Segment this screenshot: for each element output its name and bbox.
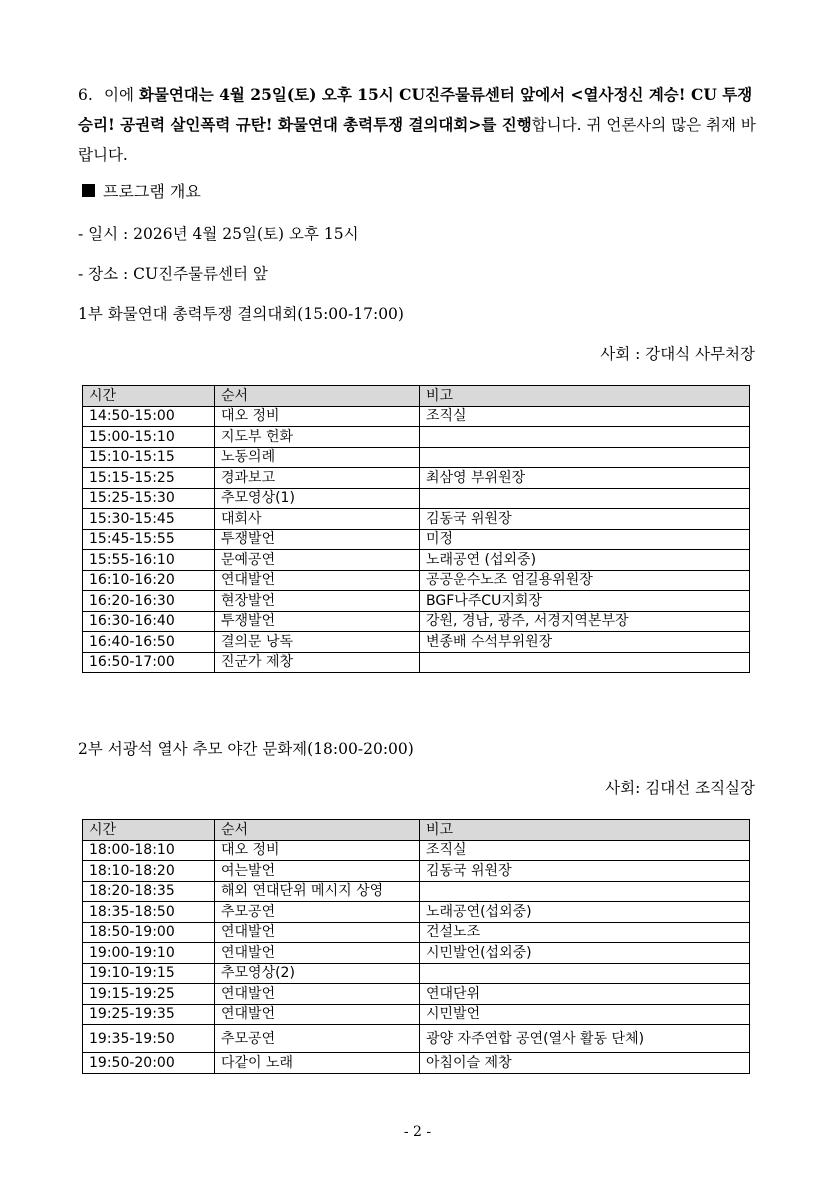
- item-text-bold: 화물연대는 4월 25일(토) 오후 15시 CU진주물류센터 앞에서 <열사정신 계승! CU 투쟁 승리! 공권력 살인폭력 규탄! 화물연대 총력투쟁 결의대회>를 진행: [78, 85, 753, 134]
- cell-time: 16:30-16:40: [83, 611, 215, 632]
- table-row: [83, 468, 750, 489]
- table-row: [83, 611, 750, 632]
- cell-order: 연대발언: [215, 1004, 420, 1025]
- header-order: 순서: [215, 386, 420, 407]
- table-row: [83, 902, 750, 923]
- table-header-row: [83, 820, 750, 841]
- part2-schedule-table: [82, 819, 750, 1074]
- cell-time: 19:15-19:25: [83, 984, 215, 1005]
- cell-order: 경과보고: [215, 468, 420, 489]
- cell-time: 15:00-15:10: [83, 427, 215, 448]
- cell-note: [420, 963, 750, 984]
- cell-time: 16:40-16:50: [83, 632, 215, 653]
- cell-note: 조직실: [420, 406, 750, 427]
- table-row: [83, 591, 750, 612]
- part1-title: 1부 화물연대 총력투쟁 결의대회(15:00-17:00): [78, 305, 404, 323]
- cell-order: 결의문 낭독: [215, 632, 420, 653]
- header-note: 비고: [420, 820, 750, 841]
- table-row: [83, 963, 750, 984]
- cell-note: 연대단위: [420, 984, 750, 1005]
- cell-time: 18:20-18:35: [83, 881, 215, 902]
- cell-time: 18:35-18:50: [83, 902, 215, 923]
- cell-time: 16:10-16:20: [83, 570, 215, 591]
- header-time: 시간: [83, 820, 215, 841]
- cell-note: [420, 488, 750, 509]
- table-row: [83, 406, 750, 427]
- cell-order: 노동의례: [215, 447, 420, 468]
- table-row: [83, 509, 750, 530]
- item-number: 6.: [78, 86, 93, 104]
- cell-order: 연대발언: [215, 570, 420, 591]
- table-row: [83, 1004, 750, 1025]
- cell-order: 추모영상(1): [215, 488, 420, 509]
- table-row: [83, 881, 750, 902]
- cell-time: 19:35-19:50: [83, 1025, 215, 1053]
- table-row: [83, 570, 750, 591]
- table-row: [83, 632, 750, 653]
- cell-order: 대오 정비: [215, 840, 420, 861]
- table-row: [83, 984, 750, 1005]
- table-row: [83, 529, 750, 550]
- cell-order: 문예공연: [215, 550, 420, 571]
- cell-order: 대회사: [215, 509, 420, 530]
- table-row: [83, 550, 750, 571]
- cell-note: [420, 652, 750, 673]
- cell-time: 19:25-19:35: [83, 1004, 215, 1025]
- cell-note: [420, 881, 750, 902]
- cell-note: 김동국 위원장: [420, 509, 750, 530]
- cell-time: 18:10-18:20: [83, 861, 215, 882]
- cell-time: 15:25-15:30: [83, 488, 215, 509]
- cell-note: 시민발언(섭외중): [420, 943, 750, 964]
- table-row: [83, 652, 750, 673]
- part2-title: 2부 서광석 열사 추모 야간 문화제(18:00-20:00): [78, 740, 414, 758]
- item-text-intro: 이에: [104, 86, 139, 104]
- cell-note: 조직실: [420, 840, 750, 861]
- program-overview-heading: [82, 179, 201, 202]
- cell-note: 시민발언: [420, 1004, 750, 1025]
- cell-note: 노래공연 (섭외중): [420, 550, 750, 571]
- cell-order: 연대발언: [215, 922, 420, 943]
- part2-host: 사회: 김대선 조직실장: [605, 779, 755, 797]
- cell-time: 14:50-15:00: [83, 406, 215, 427]
- cell-time: 18:00-18:10: [83, 840, 215, 861]
- cell-order: 현장발언: [215, 591, 420, 612]
- table-row: [83, 1053, 750, 1074]
- cell-order: 투쟁발언: [215, 529, 420, 550]
- cell-note: BGF나주CU지회장: [420, 591, 750, 612]
- table-row: [83, 943, 750, 964]
- cell-note: 건설노조: [420, 922, 750, 943]
- cell-note: 아침이슬 제창: [420, 1053, 750, 1074]
- header-order: 순서: [215, 820, 420, 841]
- cell-time: 15:55-16:10: [83, 550, 215, 571]
- cell-time: 19:00-19:10: [83, 943, 215, 964]
- cell-order: 추모공연: [215, 1025, 420, 1053]
- table-row: [83, 840, 750, 861]
- part1-schedule-table: [82, 385, 750, 673]
- cell-time: 15:15-15:25: [83, 468, 215, 489]
- cell-time: 15:30-15:45: [83, 509, 215, 530]
- table-row: [83, 1025, 750, 1053]
- table-row: [83, 447, 750, 468]
- overview-date: - 일시 : 2026년 4월 25일(토) 오후 15시: [78, 225, 359, 243]
- cell-order: 투쟁발언: [215, 611, 420, 632]
- cell-note: 노래공연(섭외중): [420, 902, 750, 923]
- overview-place: - 장소 : CU진주물류센터 앞: [78, 265, 268, 283]
- cell-order: 추모영상(2): [215, 963, 420, 984]
- heading-text: 프로그램 개요: [103, 182, 201, 201]
- cell-order: 다같이 노래: [215, 1053, 420, 1074]
- cell-order: 연대발언: [215, 943, 420, 964]
- cell-note: 김동국 위원장: [420, 861, 750, 882]
- cell-order: 추모공연: [215, 902, 420, 923]
- cell-note: 광양 자주연합 공연(열사 활동 단체): [420, 1025, 750, 1053]
- cell-order: 대오 정비: [215, 406, 420, 427]
- cell-order: 해외 연대단위 메시지 상영: [215, 881, 420, 902]
- page-number: - 2 -: [403, 1124, 432, 1140]
- cell-note: 변종배 수석부위원장: [420, 632, 750, 653]
- black-square-icon: [82, 184, 95, 197]
- table-row: [83, 427, 750, 448]
- cell-time: 16:50-17:00: [83, 652, 215, 673]
- part1-host: 사회 : 강대식 사무처장: [600, 345, 755, 363]
- cell-note: [420, 427, 750, 448]
- cell-time: 19:50-20:00: [83, 1053, 215, 1074]
- item-6-paragraph: [78, 80, 758, 170]
- cell-note: [420, 447, 750, 468]
- cell-time: 16:20-16:30: [83, 591, 215, 612]
- item-text-tail: 합니다. 귀 언론사의 많은 취재 바랍니다.: [78, 116, 756, 164]
- table-row: [83, 922, 750, 943]
- cell-note: 공공운수노조 엄길용위원장: [420, 570, 750, 591]
- cell-note: 미정: [420, 529, 750, 550]
- cell-time: 15:45-15:55: [83, 529, 215, 550]
- cell-time: 19:10-19:15: [83, 963, 215, 984]
- cell-note: 강원, 경남, 광주, 서경지역본부장: [420, 611, 750, 632]
- header-time: 시간: [83, 386, 215, 407]
- cell-time: 15:10-15:15: [83, 447, 215, 468]
- cell-note: 최삼영 부위원장: [420, 468, 750, 489]
- cell-order: 여는발언: [215, 861, 420, 882]
- cell-order: 지도부 헌화: [215, 427, 420, 448]
- table-row: [83, 861, 750, 882]
- table-row: [83, 488, 750, 509]
- cell-order: 연대발언: [215, 984, 420, 1005]
- cell-order: 진군가 제창: [215, 652, 420, 673]
- header-note: 비고: [420, 386, 750, 407]
- table-header-row: [83, 386, 750, 407]
- cell-time: 18:50-19:00: [83, 922, 215, 943]
